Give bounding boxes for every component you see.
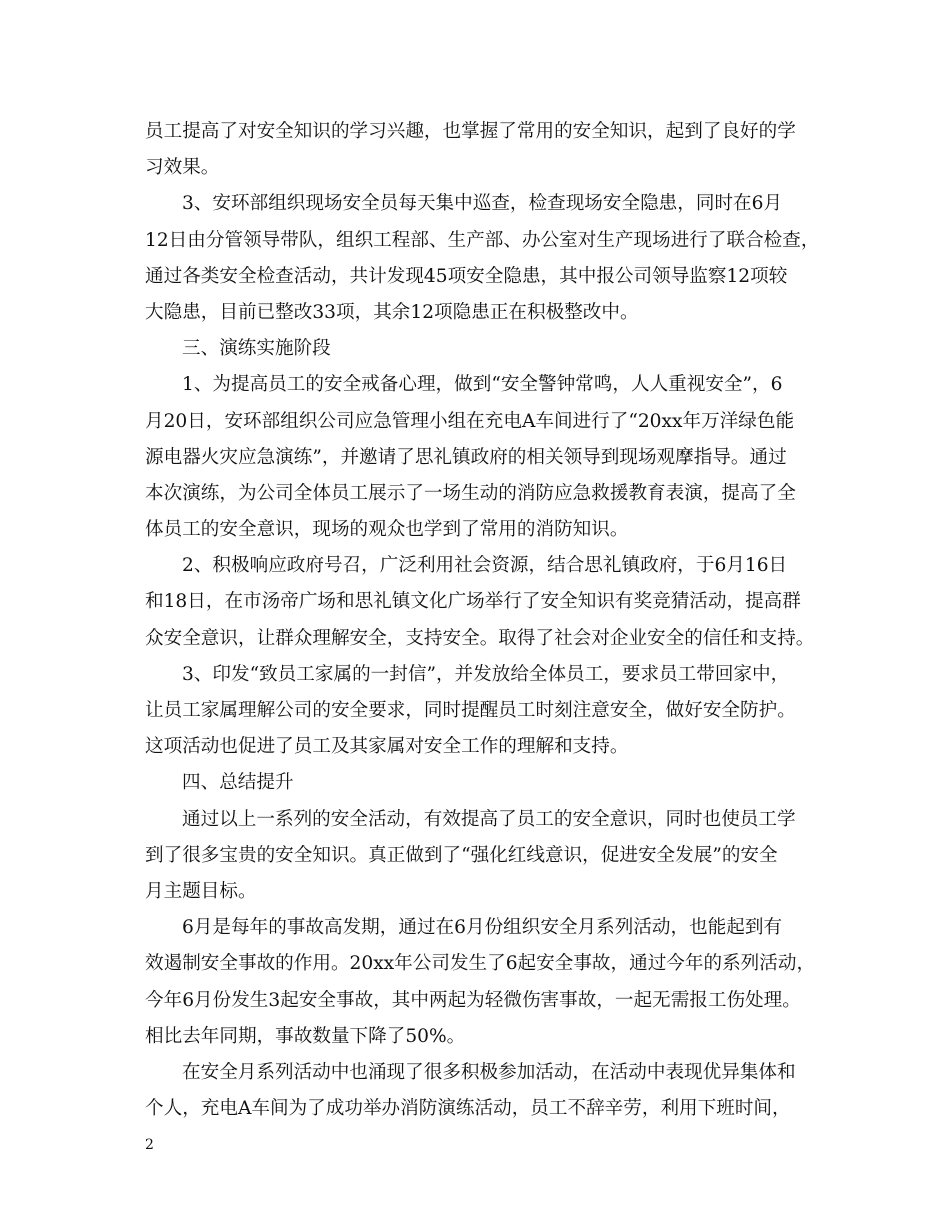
text-line: 今年6月份发生3起安全事故，其中两起为轻微伤害事故，一起无需报工伤处理。 [145, 989, 801, 1011]
text-line: 3、印发“致员工家属的一封信”，并发放给全体员工，要求员工带回家中， [182, 663, 790, 685]
text-line: 1、为提高员工的安全戒备心理，做到“安全警钟常鸣，人人重视安全”，6 [182, 374, 783, 396]
text-line: 月主题目标。 [145, 880, 257, 902]
text-line: 员工提高了对安全知识的学习兴趣，也掌握了常用的安全知识，起到了良好的学 [145, 121, 796, 142]
section-heading: 四、总结提升 [182, 772, 294, 794]
text-line: 到了很多宝贵的安全知识。真正做到了“强化红线意识，促进安全发展”的安全 [145, 844, 778, 866]
text-line: 通过以上一系列的安全活动，有效提高了员工的安全意识，同时也使员工学 [182, 808, 796, 830]
text-line: 本次演练，为公司全体员工展示了一场生动的消防应急救援教育表演，提高了全 [145, 482, 796, 504]
text-line: 6月是每年的事故高发期，通过在6月份组织安全月系列活动，也能起到有 [182, 917, 783, 939]
text-line: 和18日，在市汤帝广场和思礼镇文化广场举行了安全知识有奖竞猜活动，提高群 [145, 591, 801, 613]
text-line: 这项活动也促进了员工及其家属对安全工作的理解和支持。 [145, 736, 629, 758]
text-line: 月20日，安环部组织公司应急管理小组在充电A车间进行了“20xx年万洋绿色能 [145, 410, 795, 432]
text-line: 大隐患，目前已整改33项，其余12项隐患正在积极整改中。 [145, 301, 639, 323]
text-line: 个人，充电A车间为了成功举办消防演练活动，员工不辞辛劳，利用下班时间， [145, 1098, 791, 1120]
text-line: 源电器火灾应急演练”，并邀请了思礼镇政府的相关领导到现场观摩指导。通过 [145, 446, 787, 468]
text-line: 效遏制安全事故的作用。20xx年公司发生了6起安全事故，通过今年的系列活动， [145, 953, 816, 975]
text-line: 3、安环部组织现场安全员每天集中巡查，检查现场安全隐患，同时在6月 [182, 193, 783, 215]
text-line: 12日由分管领导带队，组织工程部、生产部、办公室对生产现场进行了联合检查， [145, 229, 820, 251]
text-line: 让员工家属理解公司的安全要求，同时提醒员工时刻注意安全，做好安全防护。 [145, 700, 796, 721]
text-line: 体员工的安全意识，现场的观众也学到了常用的消防知识。 [145, 519, 629, 541]
text-line: 2、积极响应政府号召，广泛利用社会资源，结合思礼镇政府，于6月16日 [182, 555, 788, 577]
text-line: 习效果。 [145, 157, 220, 179]
text-line: 在安全月系列活动中也涌现了很多积极参加活动，在活动中表现优异集体和 [182, 1061, 796, 1083]
text-line: 相比去年同期，事故数量下降了50%。 [145, 1025, 466, 1047]
text-line: 众安全意识，让群众理解安全，支持安全。取得了社会对企业安全的信任和支持。 [145, 627, 815, 649]
text-line: 通过各类安全检查活动，共计发现45项安全隐患，其中报公司领导监察12项较 [145, 265, 788, 287]
document-body [145, 114, 820, 1127]
section-heading: 三、演练实施阶段 [182, 338, 331, 360]
page-number: 2 [145, 1137, 154, 1153]
